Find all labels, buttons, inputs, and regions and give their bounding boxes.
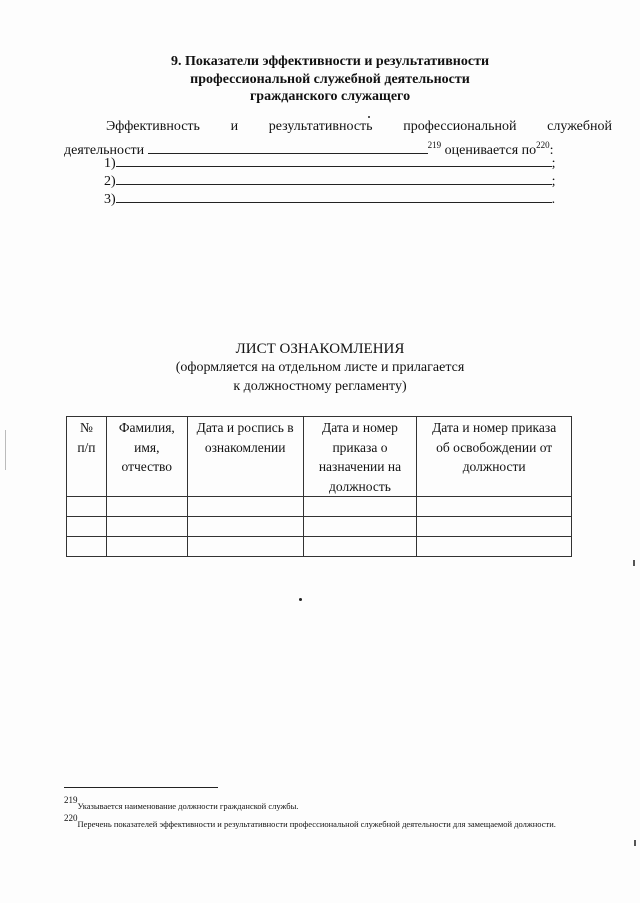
- footnote-separator: [64, 787, 218, 788]
- scan-edge-mark: [634, 840, 636, 846]
- indicator-number: 1): [104, 156, 116, 171]
- scan-speck: [299, 598, 302, 601]
- table-cell: [187, 537, 303, 557]
- footnotes: [64, 794, 584, 830]
- table-cell: [303, 517, 417, 537]
- table-cell: [67, 517, 107, 537]
- indicator-blank-line: [116, 190, 552, 203]
- table-cell: [187, 517, 303, 537]
- indicator-item-1: [104, 154, 556, 173]
- table-cell: [106, 517, 187, 537]
- effectiveness-word: и: [230, 119, 239, 134]
- table-cell: [106, 497, 187, 517]
- table-cell: [417, 517, 572, 537]
- column-header-ack-date: Дата и роспись в ознакомлении: [187, 417, 303, 497]
- table-cell: [417, 537, 572, 557]
- indicator-number: 2): [104, 174, 116, 189]
- column-header-dismissal-order: Дата и номер приказа об освобождении от должности: [417, 417, 572, 497]
- effectiveness-word: Эффективность: [106, 119, 200, 134]
- table-cell: [187, 497, 303, 517]
- indicator-end: ;: [551, 174, 556, 189]
- section-heading-line-2: профессиональной служебной деятельности: [190, 71, 470, 87]
- table-row: [67, 517, 572, 537]
- effectiveness-paragraph-line-1: [64, 118, 612, 136]
- effectiveness-line2-start: деятельности: [64, 143, 145, 158]
- table-row: [67, 497, 572, 517]
- section-heading-line-3: гражданского служащего: [249, 89, 411, 104]
- section-heading-line-1: 9. Показатели эффективности и результативности: [170, 54, 490, 69]
- column-header-name: Фамилия, имя, отчество: [106, 417, 187, 497]
- subtitle-line-1: (оформляется на отдельном листе и прилагается: [175, 360, 465, 375]
- footnote-219: 219Указывается наименование должности гражданской службы.: [64, 795, 299, 811]
- table-row: [67, 537, 572, 557]
- scan-edge-mark: [5, 430, 6, 470]
- effectiveness-word: профессиональной: [403, 119, 517, 134]
- position-blank-line: [148, 141, 428, 154]
- footnote-220: 220Перечень показателей эффективности и результативности профессиональной служебной деятельности для замещаемой должности.: [64, 813, 556, 829]
- scan-edge-mark: [633, 560, 635, 566]
- column-header-appointment-order: Дата и номер приказа о назначении на должность: [303, 417, 417, 497]
- effectiveness-line2-end: :: [549, 143, 554, 158]
- indicator-end: .: [551, 192, 556, 207]
- indicator-blank-line: [116, 154, 552, 167]
- effectiveness-word: служебной: [547, 119, 612, 134]
- section-heading: [60, 53, 600, 106]
- footnote-ref-219: 219: [427, 140, 442, 150]
- table-cell: [67, 537, 107, 557]
- indicator-end: ;: [551, 156, 556, 171]
- subtitle-line-2: к должностному регламенту): [233, 378, 407, 394]
- indicator-item-2: [104, 172, 556, 191]
- effectiveness-word: результативность: [268, 119, 373, 134]
- footnote-ref-220: 220: [536, 140, 550, 150]
- table-header-row: [67, 417, 572, 497]
- scan-speck: [368, 116, 370, 118]
- column-header-number: № п/п: [67, 417, 107, 497]
- acknowledgement-sheet-title: ЛИСТ ОЗНАКОМЛЕНИЯ: [235, 341, 405, 357]
- table-cell: [106, 537, 187, 557]
- table-cell: [303, 537, 417, 557]
- indicator-number: 3): [104, 192, 116, 207]
- table-cell: [67, 497, 107, 517]
- effectiveness-line2-mid: оценивается по: [444, 143, 537, 158]
- acknowledgement-table: [66, 416, 572, 557]
- indicator-item-3: [104, 190, 555, 209]
- table-cell: [303, 497, 417, 517]
- acknowledgement-sheet-subtitle: [80, 359, 560, 396]
- indicator-blank-line: [116, 172, 552, 185]
- table-cell: [417, 497, 572, 517]
